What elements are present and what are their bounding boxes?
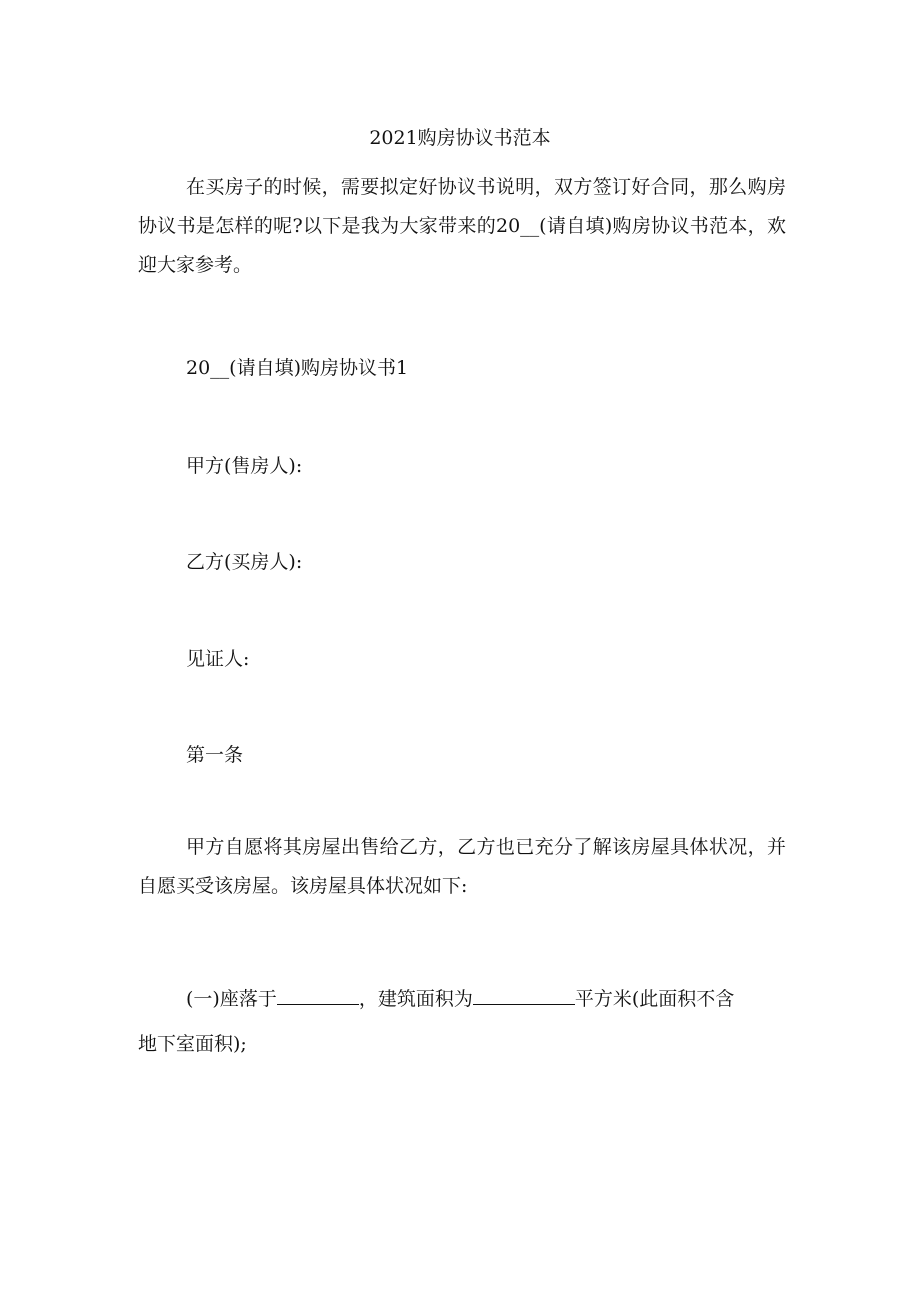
item-1-mid: ，建筑面积为 xyxy=(358,988,473,1010)
document-title: 2021购房协议书范本 xyxy=(369,127,551,149)
area-blank xyxy=(473,984,575,1005)
agreement-subtitle: 20__(请自填)购房协议书1 xyxy=(186,357,409,379)
item-1-line xyxy=(186,984,734,1013)
witness-label: 见证人: xyxy=(186,648,250,670)
item-1-suffix: 平方米(此面积不含 xyxy=(574,988,735,1010)
party-b-label: 乙方(买房人): xyxy=(186,551,303,573)
intro-paragraph: 在买房子的时候，需要拟定好协议书说明，双方签订好合同，那么购房协议书是怎样的呢?以下是我为大家带来的20__(请自填)购房协议书范本，欢迎大家参考。 xyxy=(138,176,786,276)
location-blank xyxy=(277,984,359,1005)
item-1-continuation: 地下室面积); xyxy=(138,1033,247,1055)
item-1-prefix: (一)座落于 xyxy=(186,988,277,1010)
article-1-heading: 第一条 xyxy=(186,744,244,766)
party-a-label: 甲方(售房人): xyxy=(186,455,303,477)
article-1-body: 甲方自愿将其房屋出售给乙方，乙方也已充分了解该房屋具体状况，并自愿买受该房屋。该房屋具体状况如下: xyxy=(138,836,786,897)
